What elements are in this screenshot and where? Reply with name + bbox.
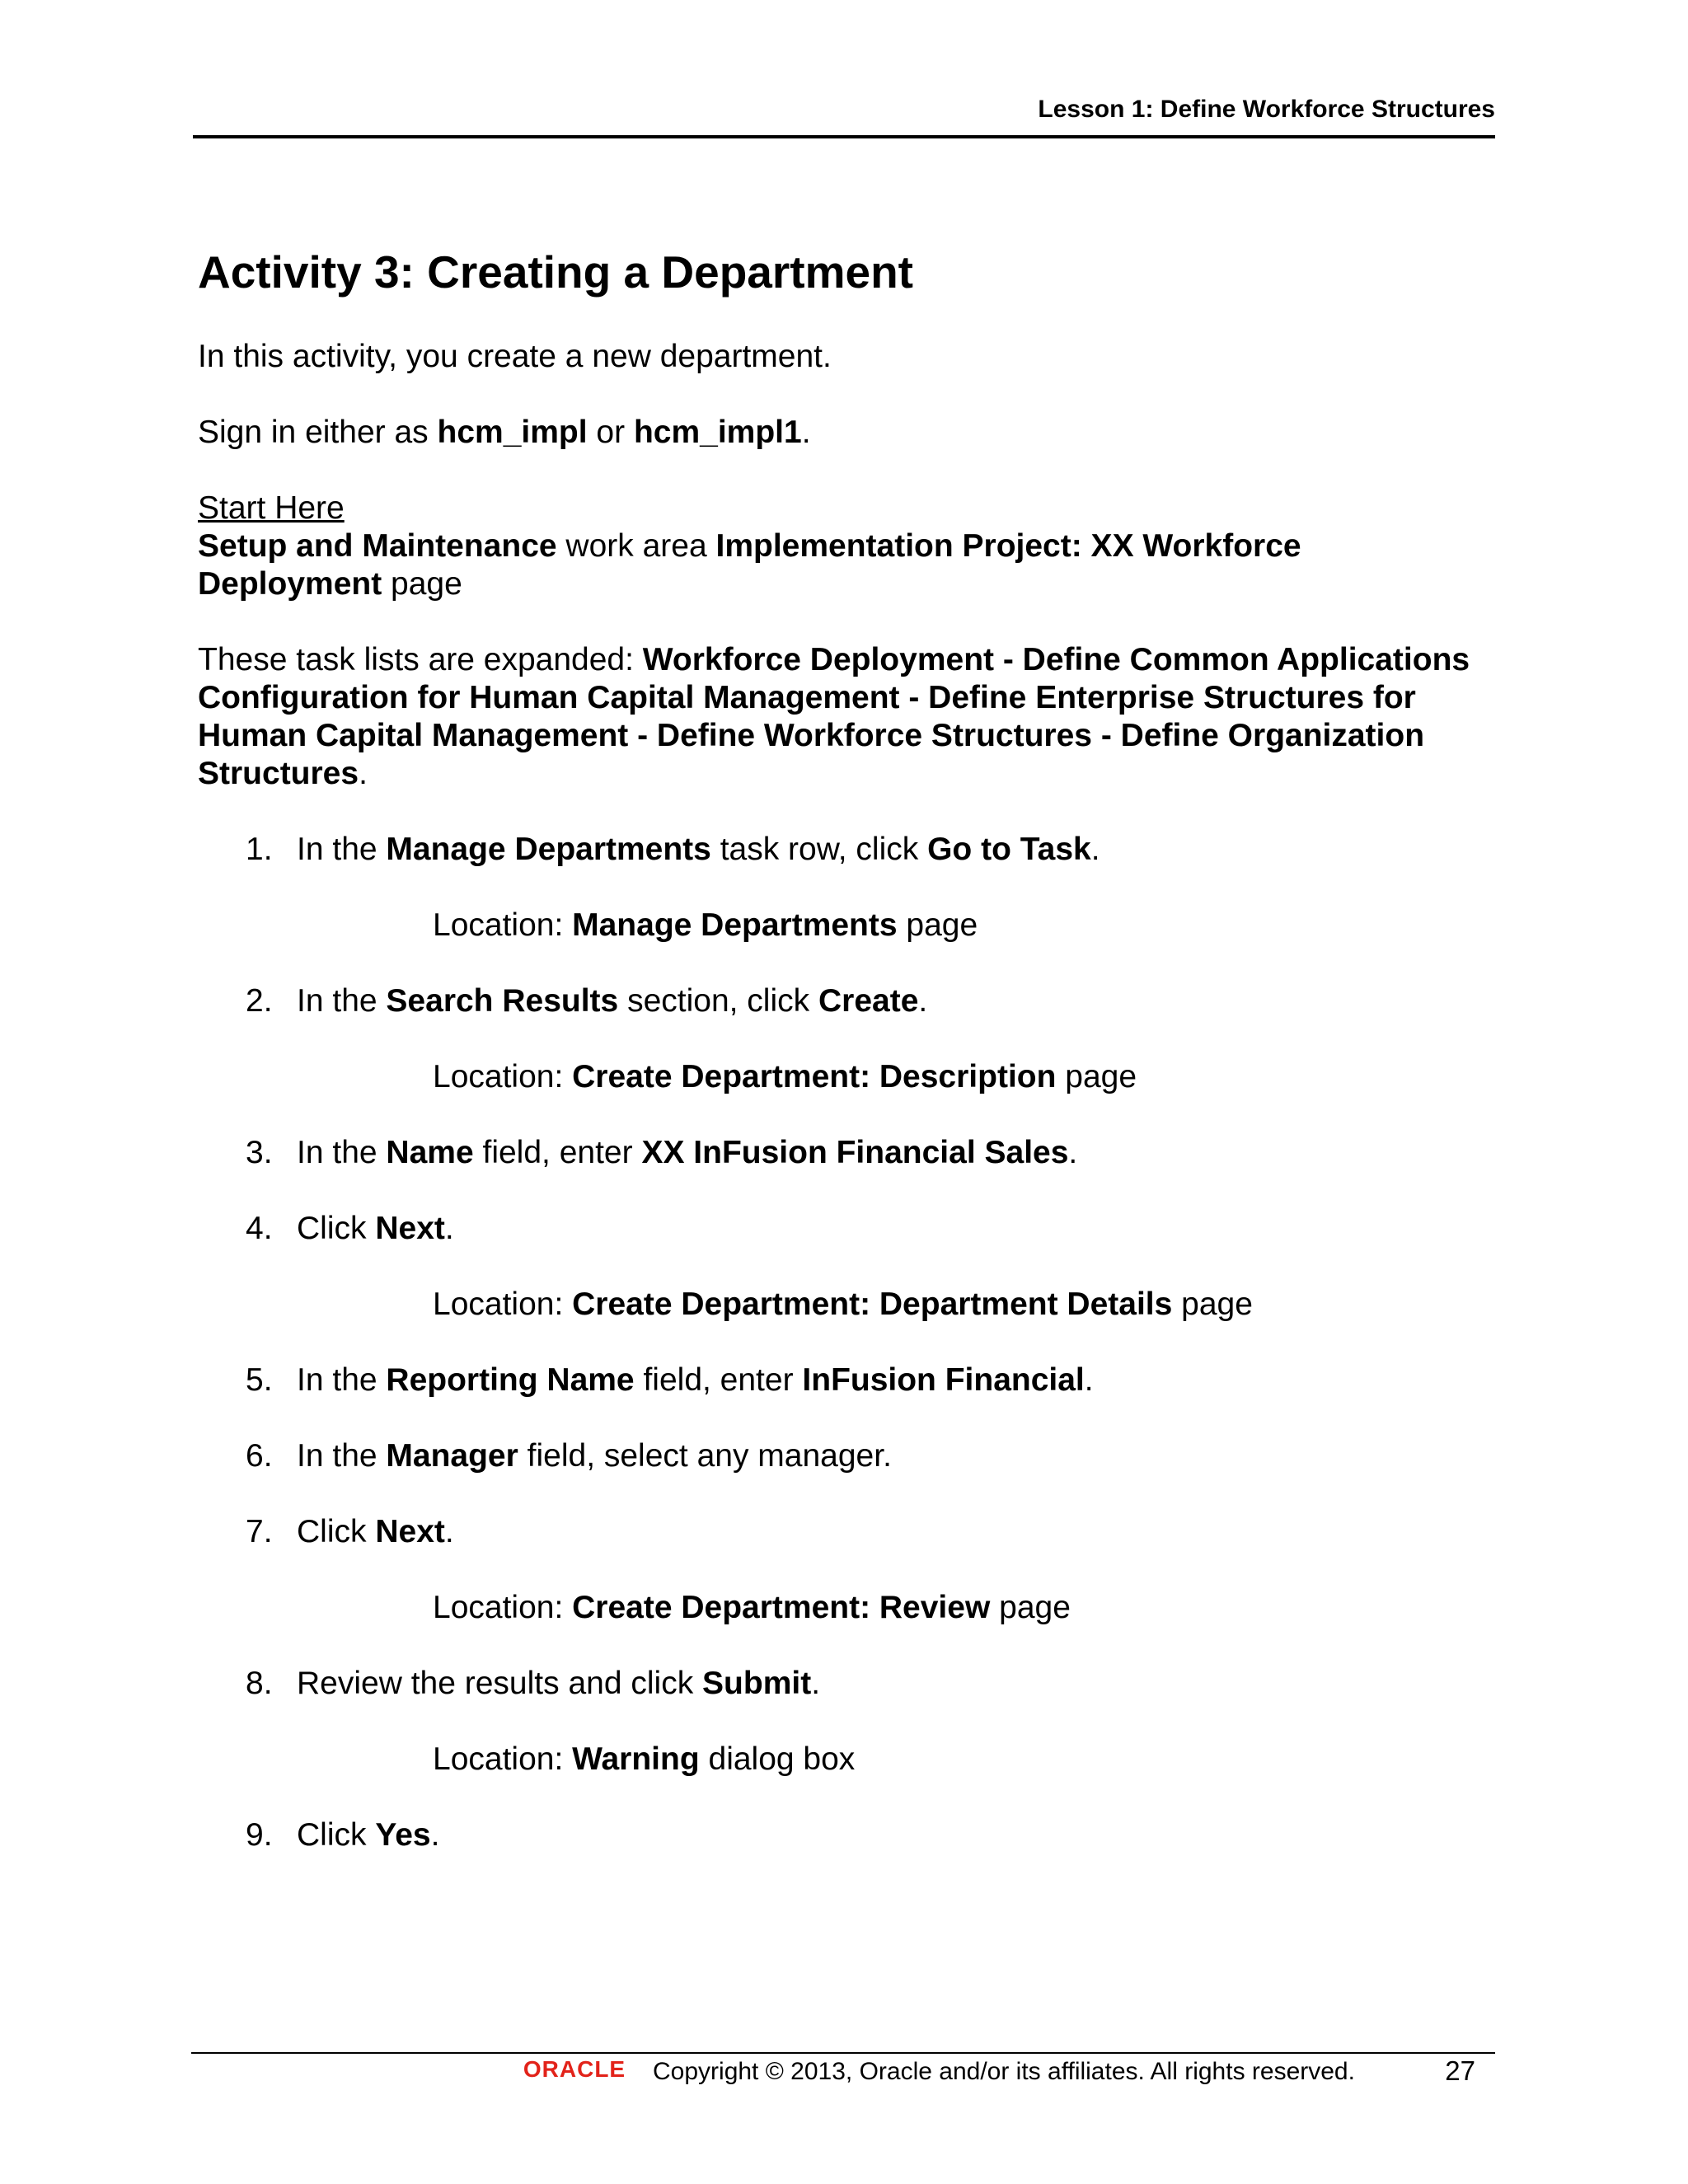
oracle-logo bbox=[511, 2055, 638, 2083]
step-text bbox=[297, 1361, 1492, 1399]
step-ui-term: Yes bbox=[375, 1817, 431, 1853]
step-item bbox=[198, 1816, 1492, 1854]
step-text-fragment: task row, click bbox=[710, 832, 928, 867]
step-text bbox=[297, 1816, 1492, 1854]
sign-in-user-1: hcm_impl bbox=[437, 415, 588, 450]
step-text bbox=[297, 1210, 1492, 1248]
work-area-name: Setup and Maintenance bbox=[198, 528, 557, 564]
step-location bbox=[297, 1741, 1492, 1779]
step-text bbox=[297, 1513, 1492, 1551]
step-text bbox=[297, 1134, 1492, 1172]
intro-text: In this activity, you create a new department. bbox=[198, 339, 832, 374]
main-content bbox=[198, 246, 1492, 1854]
steps-list bbox=[198, 831, 1492, 1854]
step-location bbox=[297, 1058, 1492, 1096]
location-name: Create Department: Description bbox=[572, 1059, 1057, 1094]
step-number: 4. bbox=[246, 1211, 273, 1246]
step-location bbox=[297, 1286, 1492, 1324]
location-prefix: Location: bbox=[433, 1059, 573, 1094]
step-text bbox=[297, 1437, 1492, 1475]
step-ui-term: Submit bbox=[702, 1666, 812, 1701]
step-ui-term: Go to Task bbox=[927, 832, 1091, 867]
location-suffix: page bbox=[897, 907, 978, 943]
task-lists-suffix: . bbox=[359, 756, 368, 791]
step-text-fragment: Click bbox=[297, 1211, 376, 1246]
step-text-fragment: . bbox=[1090, 832, 1100, 867]
step-number: 9. bbox=[246, 1817, 273, 1853]
step-location bbox=[297, 907, 1492, 944]
location-prefix: Location: bbox=[433, 907, 573, 943]
step-ui-term: Next bbox=[375, 1514, 445, 1549]
step-text-fragment: In the bbox=[297, 1438, 387, 1474]
step-ui-term: Name bbox=[386, 1135, 474, 1170]
step-text-fragment: In the bbox=[297, 1135, 387, 1170]
step-text-fragment: Click bbox=[297, 1514, 376, 1549]
step-text-fragment: field, enter bbox=[473, 1135, 642, 1170]
step-number: 6. bbox=[246, 1438, 273, 1474]
location-name: Create Department: Department Details bbox=[572, 1286, 1173, 1322]
step-ui-term: Manage Departments bbox=[386, 832, 711, 867]
step-text-fragment: . bbox=[1068, 1135, 1078, 1170]
step-text-fragment: . bbox=[918, 983, 928, 1019]
step-ui-term: Create bbox=[818, 983, 919, 1019]
step-text-fragment: section, click bbox=[618, 983, 818, 1019]
start-here-label: Start Here bbox=[198, 490, 345, 526]
step-number: 2. bbox=[246, 983, 273, 1019]
location-name: Create Department: Review bbox=[572, 1590, 991, 1625]
lesson-header: Lesson 1: Define Workforce Structures bbox=[1038, 96, 1495, 123]
step-ui-term: InFusion Financial bbox=[802, 1362, 1085, 1398]
location-name: Warning bbox=[572, 1741, 700, 1777]
activity-title: Activity 3: Creating a Department bbox=[198, 246, 913, 298]
header-divider bbox=[193, 135, 1495, 138]
start-here-block bbox=[198, 490, 1492, 603]
location-suffix: page bbox=[1172, 1286, 1253, 1322]
step-ui-term: XX InFusion Financial Sales bbox=[641, 1135, 1069, 1170]
step-location bbox=[297, 1589, 1492, 1627]
step-text-fragment: field, enter bbox=[634, 1362, 803, 1398]
step-ui-term: Reporting Name bbox=[386, 1362, 635, 1398]
step-ui-term: Next bbox=[375, 1211, 445, 1246]
work-area-suffix: work area bbox=[556, 528, 716, 564]
location-prefix: Location: bbox=[433, 1590, 573, 1625]
task-lists-names: Workforce Deployment - Define Common Applications Configuration for Human Capital Management - Define Enterprise Structures for Human Capital Management - Define Workforce Structures - Define Organization Structures bbox=[198, 642, 1470, 791]
step-item bbox=[198, 1513, 1492, 1627]
location-prefix: Location: bbox=[433, 1741, 573, 1777]
step-item bbox=[198, 1210, 1492, 1324]
step-text-fragment: . bbox=[444, 1514, 454, 1549]
step-ui-term: Search Results bbox=[386, 983, 619, 1019]
page-number: 27 bbox=[1445, 2055, 1475, 2086]
oracle-logo-text: ORACLE bbox=[523, 2056, 626, 2082]
step-text bbox=[297, 982, 1492, 1020]
location-suffix: page bbox=[1056, 1059, 1137, 1094]
sign-in-suffix: . bbox=[801, 415, 811, 450]
step-ui-term: Manager bbox=[386, 1438, 518, 1474]
step-text-fragment: . bbox=[811, 1666, 821, 1701]
footer-divider bbox=[191, 2052, 1495, 2054]
step-number: 3. bbox=[246, 1135, 273, 1170]
step-item bbox=[198, 1437, 1492, 1475]
sign-in-mid: or bbox=[587, 415, 634, 450]
step-text-fragment: field, select any manager. bbox=[518, 1438, 892, 1474]
step-text-fragment: . bbox=[430, 1817, 440, 1853]
step-text-fragment: . bbox=[444, 1211, 454, 1246]
step-item bbox=[198, 1134, 1492, 1172]
step-item bbox=[198, 1361, 1492, 1399]
sign-in-instructions bbox=[198, 414, 1492, 452]
step-text-fragment: In the bbox=[297, 983, 387, 1019]
step-text-fragment: In the bbox=[297, 832, 387, 867]
step-item bbox=[198, 982, 1492, 1096]
location-suffix: page bbox=[990, 1590, 1071, 1625]
step-text bbox=[297, 831, 1492, 869]
copyright-text: Copyright © 2013, Oracle and/or its affiliates. All rights reserved. bbox=[653, 2058, 1355, 2085]
location-suffix: dialog box bbox=[699, 1741, 856, 1777]
step-text-fragment: Review the results and click bbox=[297, 1666, 703, 1701]
step-text-fragment: . bbox=[1084, 1362, 1094, 1398]
step-text bbox=[297, 1665, 1492, 1703]
step-number: 1. bbox=[246, 832, 273, 867]
location-prefix: Location: bbox=[433, 1286, 573, 1322]
step-number: 7. bbox=[246, 1514, 273, 1549]
step-number: 8. bbox=[246, 1666, 273, 1701]
location-name: Manage Departments bbox=[572, 907, 898, 943]
sign-in-user-2: hcm_impl1 bbox=[633, 415, 802, 450]
step-item bbox=[198, 831, 1492, 944]
step-text-fragment: In the bbox=[297, 1362, 387, 1398]
start-page-suffix: page bbox=[382, 566, 462, 602]
step-number: 5. bbox=[246, 1362, 273, 1398]
task-lists-text bbox=[198, 641, 1492, 793]
step-text-fragment: Click bbox=[297, 1817, 376, 1853]
sign-in-prefix: Sign in either as bbox=[198, 415, 438, 450]
start-page-name: Implementation Project: XX Workforce Deployment bbox=[198, 528, 1301, 602]
task-lists-prefix: These task lists are expanded: bbox=[198, 642, 643, 677]
step-item bbox=[198, 1665, 1492, 1779]
